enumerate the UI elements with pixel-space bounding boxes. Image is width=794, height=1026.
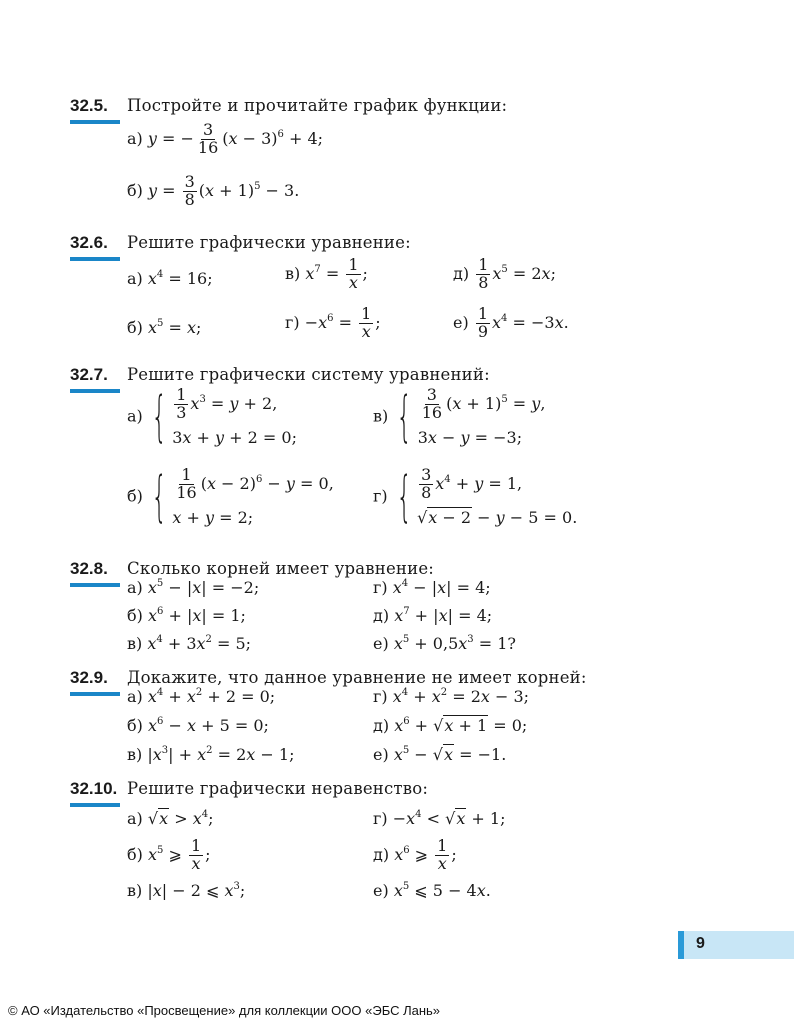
problem-underline: [70, 583, 120, 587]
formula-item: б) y = $\frac{3}{8}$ $(x + 1)^5 - 3$.: [127, 172, 300, 209]
formula-item: б) $x^5$ ⩾ $\frac{1}{x}$ ;: [127, 836, 211, 873]
problem-underline: [70, 803, 120, 807]
problem-text: Сколько корней имеет уравнение:: [127, 559, 435, 578]
system-item: г) { $\frac{3}{8}$ $x^4 + y = 1$, √x − 2 − y − 5 = 0.: [373, 464, 578, 528]
problem-number: 32.10.: [70, 779, 118, 798]
problem-underline: [70, 120, 120, 124]
formula-item: в) |x| − 2 ⩽ $x^3$;: [127, 881, 246, 900]
formula-item: $г) -x^4 < √x + 1$;: [373, 809, 506, 828]
formula-item: в) $|x^3| + x^2 = 2x - 1$;: [127, 745, 295, 764]
formula-item: е) $x^5 + 0,5x^3 = 1$?: [373, 634, 516, 653]
problem-number: 32.5.: [70, 96, 108, 115]
problem-underline: [70, 692, 120, 696]
problem-text: Докажите, что данное уравнение не имеет корней:: [127, 668, 587, 687]
formula-item: г) $x^4 + x^2 = 2x - 3$;: [373, 687, 530, 706]
problem-number: 32.7.: [70, 365, 108, 384]
formula-item: а) y = − $\frac{3}{16}$ $(x - 3)^6 + 4$;: [127, 120, 324, 157]
formula-item: б) $x^6 + |x| = 1$;: [127, 606, 246, 625]
formula-item: г) $x^4 - |x| = 4$;: [373, 578, 491, 597]
formula-item: е) $\frac{1}{9}$ $x^4 = -3x$.: [453, 304, 569, 341]
formula-item: б) $x^6 - x + 5 = 0$;: [127, 716, 269, 735]
page-tab-bar: [678, 931, 684, 959]
system-item: в) { $\frac{3}{16}$ $(x + 1)^5 = y$, 3x − y = −3;: [373, 384, 546, 448]
system-item: а) { $\frac{1}{3}$ $x^3 = y + 2$, 3x + y + 2 = 0;: [127, 384, 297, 448]
problem-text: Решите графически неравенство:: [127, 779, 429, 798]
problem-number: 32.8.: [70, 559, 108, 578]
formula-item: д) $x^6 + √x + 1 = 0$;: [373, 716, 528, 735]
formula-item: а) $x^4 = 16$;: [127, 269, 213, 288]
formula-item: е) $x^5 - √x = -1$.: [373, 745, 507, 764]
formula-item: а) $x^5 - |x| = -2$;: [127, 578, 260, 597]
formula-item: б) $x^5 = x$;: [127, 318, 202, 337]
formula-item: а) $x^4 + x^2 + 2 = 0$;: [127, 687, 276, 706]
problem-underline: [70, 257, 120, 261]
formula-item: д) $\frac{1}{8}$ $x^5 = 2x$;: [453, 255, 556, 292]
formula-item: а) $√x > x^4$;: [127, 809, 214, 828]
problem-text: Решите графически уравнение:: [127, 233, 411, 252]
page-number-tab: [678, 931, 794, 959]
copyright-notice: © АО «Издательство «Просвещение» для коллекции ООО «ЭБС Лань»: [8, 1003, 441, 1018]
formula-item: $г) -x^6$ = $\frac{1}{x}$ ;: [285, 304, 381, 341]
system-item: б) { $\frac{1}{16}$ $(x - 2)^6 - y = 0$, x + y = 2;: [127, 464, 334, 528]
formula-item: е) $x^5$ ⩽ 5 − 4x.: [373, 881, 491, 900]
formula-item: д) $x^6$ ⩾ $\frac{1}{x}$ ;: [373, 836, 457, 873]
page-number: 9: [696, 935, 705, 952]
formula-item: в) $x^7$ = $\frac{1}{x}$ ;: [285, 255, 368, 292]
problem-text: Решите графически систему уравнений:: [127, 365, 490, 384]
problem-number: 32.6.: [70, 233, 108, 252]
problem-number: 32.9.: [70, 668, 108, 687]
formula-item: д) $x^7 + |x| = 4$;: [373, 606, 493, 625]
problem-underline: [70, 389, 120, 393]
formula-item: в) $x^4 + 3x^2 = 5$;: [127, 634, 252, 653]
problem-text: Постройте и прочитайте график функции:: [127, 96, 508, 115]
